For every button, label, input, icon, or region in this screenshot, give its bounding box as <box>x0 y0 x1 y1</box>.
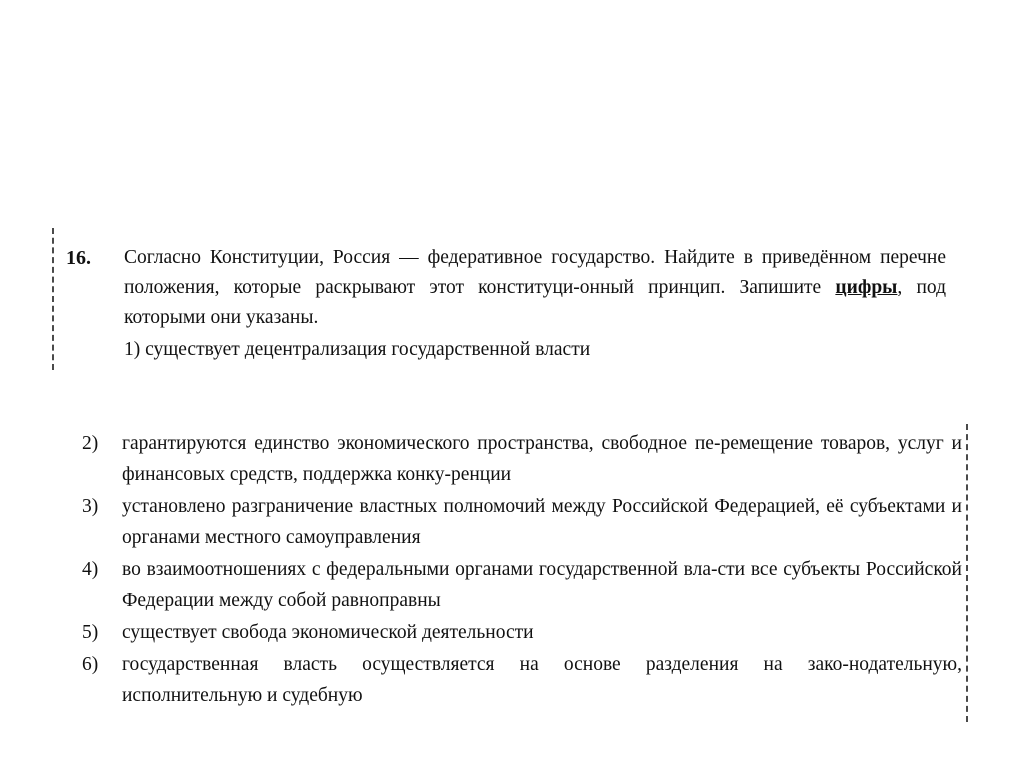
left-margin-guide <box>52 228 54 370</box>
option-text-3: установлено разграничение властных полномочий между Российской Федерацией, её субъектами и органами местного самоуправления <box>122 496 962 548</box>
right-margin-guide <box>966 424 968 722</box>
options-list <box>82 428 962 712</box>
option-text-2: гарантируются единство экономического пространства, свободное пе-ремещение товаров, услуг и финансовых средств, поддержка конку-ренции <box>122 433 962 485</box>
option-marker-4: 4) <box>82 559 99 580</box>
question-stem-emphasis: цифры <box>835 277 898 298</box>
list-item <box>82 554 962 616</box>
option-marker-1: 1) <box>124 339 141 360</box>
question-stem <box>124 243 946 333</box>
option-text-4: во взаимоотношениях с федеральными органами государственной вла-сти все субъекты Российской Федерации между собой равноправны <box>122 559 962 611</box>
option-item-1 <box>66 335 946 365</box>
list-item <box>82 617 962 648</box>
list-item <box>82 428 962 490</box>
question-stem-part2: , под которыми они указаны. <box>124 277 947 328</box>
option-marker-2: 2) <box>82 433 99 454</box>
option-text-1: существует децентрализация государственной власти <box>145 339 591 360</box>
question-number: 16. <box>66 247 91 269</box>
question-block <box>66 243 946 365</box>
question-stem-row <box>66 243 946 333</box>
option-marker-5: 5) <box>82 622 99 643</box>
question-stem-part1: Согласно Конституции, Россия — федеративное государство. Найдите в приведённом перечне положения, которые раскрывают этот конституци-онный принцип. Запишите <box>124 247 946 298</box>
option-marker-3: 3) <box>82 496 99 517</box>
list-item <box>82 491 962 553</box>
list-item <box>82 649 962 711</box>
option-marker-6: 6) <box>82 654 99 675</box>
option-text-6: государственная власть осуществляется на основе разделения на зако-нодательную, исполнительную и судебную <box>122 654 962 706</box>
option-text-5: существует свобода экономической деятельности <box>122 622 534 643</box>
